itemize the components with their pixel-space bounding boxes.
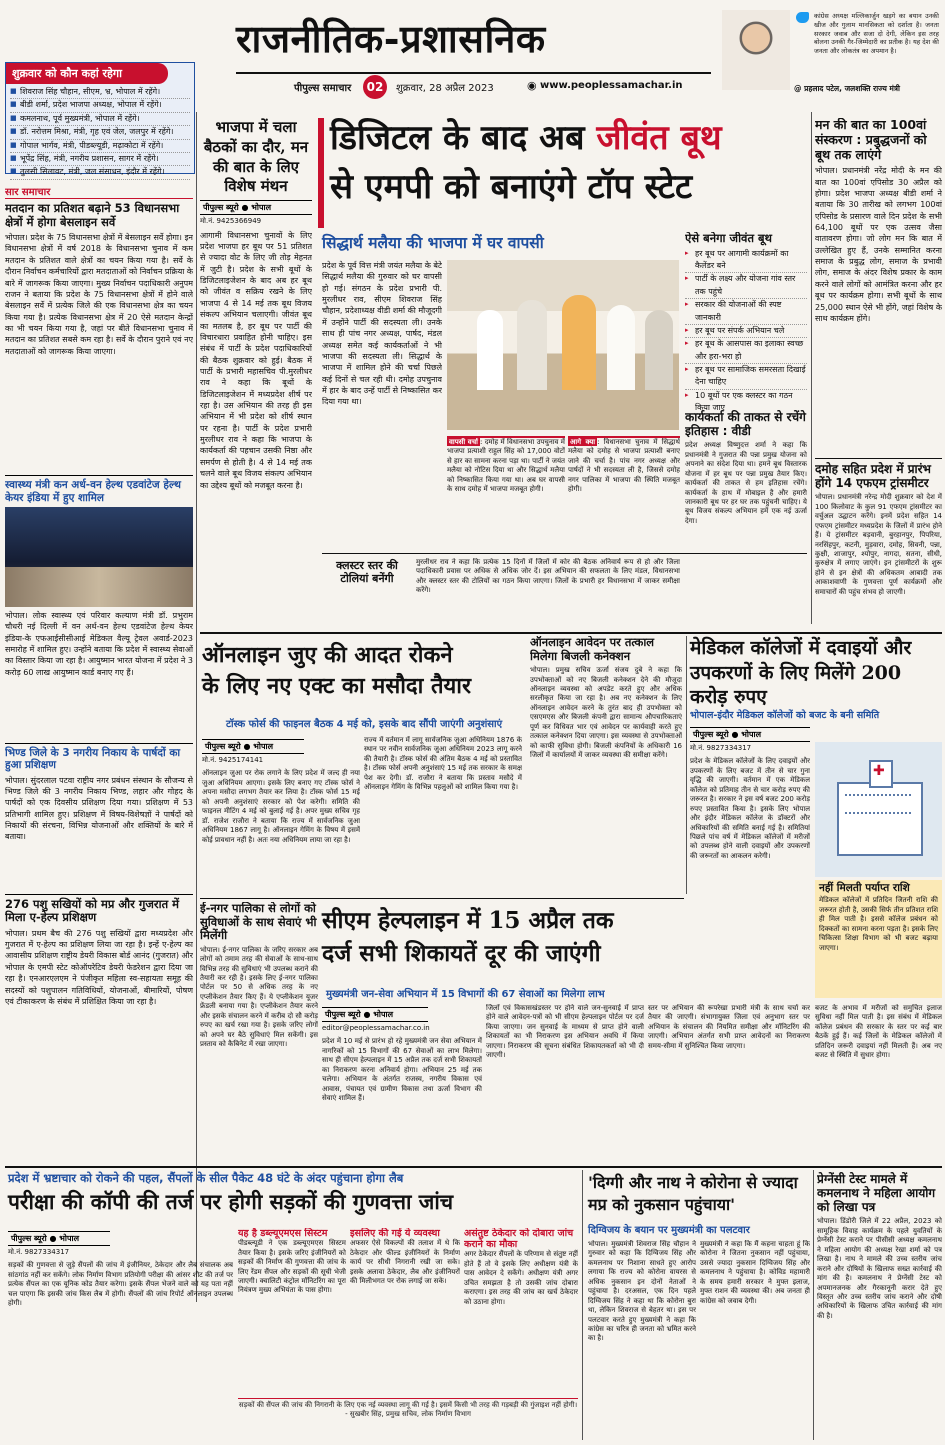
list-item: ■ शिवराज सिंह चौहान, सीएम, भ्र, भोपाल में रहेंगे। xyxy=(10,86,190,99)
list-item: ▸ हर बूथ पर आगामी कार्यक्रमों का कैलेंडर बने xyxy=(685,248,807,274)
website-link[interactable]: www.peoplessamachar.in xyxy=(540,80,683,91)
recheck-box: असंतुष्ट ठेकेदार को दोबारा जांच कराने का मौका अगर ठेकेदार सैंपलों के परिणाम से संतुष्ट नहीं होते हैं तो वे इसके लिए अधीक्षण यंत्री के पास आवेदन दे सकेंगे। अधीक्षण यंत्री अगर उचित समझता है तो उसकी जांच दोबारा कराएगा। इस तरह की जांच का खर्च ठेकेदार को उठाना होगा। xyxy=(464,1228,578,1306)
medical-body: पीपुल्स ब्यूरो ● भोपाल मो.नं. 9827334317 प्रदेश के मेडिकल कॉलेजों के लिए दवाइयों और उपकरणों के लिए बजट में तीन से चार गुना वृद्धि की जाएगी। वर्तमान में एक मेडिकल कॉलेज को प्रतिमाह तीन से चार करोड़ रुपए की जरूरत है। सरकार ने इस वर्ष बजट 200 करोड़ रुपए प्रस्तावित किया है। इसके लिए भोपाल और इंदौर मेडिकल कॉलेज के डॉक्टरों और अधिकारियों की समिति बनाई गई है। समितियां पिछले पांच वर्ष में मेडिकल कॉलेजों में मरीजों को उपलब्ध होने वाली दवाइयों और उपकरणों की जरूरतों का आकलन करेगी। xyxy=(690,724,810,1164)
schedule-list xyxy=(6,84,194,182)
mobile-number: मो.नं. 9425366949 xyxy=(200,217,262,226)
medical-headline: मेडिकल कॉलेजों में दवाइयों और उपकरणों के लिए मिलेंगे 200 करोड़ रुपए xyxy=(690,637,912,709)
fm-transmitter-story: दमोह सहित प्रदेश में प्रारंभ होंगे 14 एफएम ट्रांसमीटर भोपाल। प्रधानमंत्री नरेन्द्र मोदी शुक्रवार को देश में 100 किलोवाट के कुल 91 एफएम ट्रांसमीटर का वर्चुअल उद्घाटन करेंगे। इनमें प्रदेश सहित 14 एफएम ट्रांसमीटर मध्यप्रदेश के जिलों में प्रारंभ होने हैं। ये ट्रांसमीटर बड़वानी, बुरहानपुर, पिपरिया, नरसिंहपुर, कटनी, मुड़वारा, दमोह, सिवनी, पन्ना, कुक्षी, शाजापुर, श्योपुर, नागदा, सतना, सीधी, कुरुक्षेत्र में लगाए जाएंगे। इन ट्रांसमीटरों के शुरू होने से इन क्षेत्रों की अधिकतम आबादी तक आकाशवाणी के गुणवत्ता पूर्ण कार्यक्रमों और समाचारों की पहुंच संभव हो जाएगी। xyxy=(815,462,942,596)
list-item: ▸ 10 बूथों पर एक क्लस्टर का गठन किया जाए xyxy=(685,390,807,412)
gambling-body: पीपुल्स ब्यूरो ● भोपाल मो.नं. 9425174141 ऑनलाइन जुआ पर रोक लगाने के लिए प्रदेश में जल्द ही नया जुआ अधिनियम आएगा। इसके लिए बनाए गए टॉस्क फोर्स ने अपना मसौदा लगभग तैयार कर लिया है। टॉस्क फोर्स 15 मई को अपनी अनुशंसाएं सरकार को पेश करेगी। समिति की फाइनल मीटिंग 4 मई को बुलाई गई है। अपर मुख्य सचिव गृह डॉ. राजेश राजौरा ने बताया कि राज्य में सार्वजनिक जुआ अधिनियम 1867 लागू है। ऑनलाइन गेमिंग के विषय में इसमें कोई प्रावधान नहीं है। अतः नया अधिनियम लाया जा रहा है। xyxy=(202,736,360,894)
story-headline: प्रेग्नेंसी टेस्ट मामले में कमलनाथ ने महिला आयोग को लिखा पत्र xyxy=(817,1172,936,1215)
cluster-story: मुरलीधर राव ने कहा कि प्रत्येक 15 दिनों में जिलों में कोर की बैठक अनिवार्य रूप से हो और जिला पदाधिकारी प्रवास पर अधिक से अधिक जोर दें। इस अभियान की सफलता के लिए मंडल, विधानसभा और क्लस्टर स्तर की टोलियों का गठन किया जाएगा। जिलों के प्रभारी हर विधानसभा में जाकर समीक्षा करेंगे। xyxy=(416,558,680,595)
diggy-body-2: मुख्यमंत्री ने कहा कि मैं कहना चाहता हूं कि कोरोना ने जितना नुकसान नहीं पहुंचाया, उससे ज्यादा नुकसान दिग्विजय सिंह और कमलनाथ ने पहुंचाया है। कोविड महामारी के समय हमारी सरकार ने मुफ्त इलाज, मुफ्त राशन की व्यवस्था की। अब जनता ही कांग्रेस को जवाब देगी। xyxy=(700,1240,810,1305)
schedule-box xyxy=(5,62,195,177)
page-number: 02 xyxy=(366,80,384,94)
medical-subheading: भोपाल-इंदौर मेडिकल कॉलेजों को बजट के बनी समिति xyxy=(690,710,880,721)
list-item: ▸ हर बूथ पर सामाजिक समरसता दिखाई देना चाहिए xyxy=(685,364,807,390)
story-body: आगामी विधानसभा चुनावों के लिए प्रदेश भाजपा हर बूथ पर 51 प्रतिशत से ज्यादा वोट के लिए जी तोड़ मेहनत में जुटी है। प्रदेश के सभी बूथों के डिजिटलाइजेशन के बाद अब हर बूथ को जीवंत व सक्रिय रखने के लिए भाजपा 4 से 14 मई तक बूथ विजय संकल्प अभियान चलाएगी। जीवंत बूथ का मतलब है, हर बूथ पर पार्टी की विचारधारा प्रवाहित होनी चाहिए। इस संबंध में पार्टी के प्रदेश पदाधिकारियों की बैठक शुक्रवार को हुई। बैठक में पार्टी के प्रभारी महासचिव पी.मुरलीधर राव ने कहा कि बूथों के डिजिटलाइजेशन में मध्यप्रदेश शीर्ष पर रहा है। उस अभियान की तरह ही इस अभियान में भी प्रदेश को शीर्ष स्थान पर रहना है। पार्टी के प्रदेश प्रभारी मुरलीधर राव ने कहा कि भाजपा के कार्यकर्ता की पहचान उसकी निष्ठा और समर्पण से होती है। 4 से 14 मई तक चलने वाले बूथ विजय संकल्प अभियान का उद्देश्य बूथों को मजबूत करना है। xyxy=(200,230,312,490)
lead-box-next: आगे क्या : विधानसभा चुनाव में सिद्धार्थ मलैया को दमोह से भाजपा प्रत्याशी बनाए जाने की चर्चा है। पांच नगर अध्यक्ष और पार्षदों ने भी सदस्यता ली है, जिससे दमोह नगर पालिका में भाजपा की स्थिति मजबूत होगी। xyxy=(568,436,680,550)
list-item: ▸ हर बूथ पर संपर्क अभियान चले xyxy=(685,325,807,338)
byline: पीपुल्स ब्यूरो ● भोपाल xyxy=(202,739,304,754)
quote-text: कांग्रेस अध्यक्ष मल्लिकार्जुन खड़गे का बयान उनकी खीज और गुलाम मानसिकता को दर्शाता है। जनता सरकार जवाब और सजा दो देगी, लेकिन इस तरह बोलना उनकी गैर-जिम्मेदारी का प्रतीक है। यह देश की जनता और लोकतंत्र का अपमान है। xyxy=(814,12,939,56)
diggy-subheading: दिग्विजय के बयान पर मुख्यमंत्री का पलटवार xyxy=(588,1225,750,1236)
enagar-story: ई-नगर पालिका से लोगों को सुविधाओं के साथ सेवाएं भी मिलेंगी भोपाल। ई-नगर पालिका के जरिए सरकार अब लोगों को तमाम तरह की सेवाओं के साथ-साथ विभिन्न तरह की सुविधाएं भी उपलब्ध कराने की तैयारी कर रही है। इसके लिए ई-नगर पालिका पोर्टल पर 50 से अधिक तरह के नए एप्लीकेशन तैयार किए हैं। ये एप्लीकेशन यूजर फ्रेंडली बनाया गया है। एप्लीकेशन तैयार करने और इसके संचालन करने में करीब दो सौ करोड़ रुपए का खर्च रखा गया है। इसके जरिए लोगों को अपने घर बैठे सुविधाएं मिल सकेंगी। इस प्रस्ताव को कैबिनेट में रखा जाएगा। xyxy=(200,902,318,1049)
lead-headline: डिजिटल के बाद अब जीवंत बूथ से एमपी को बनाएंगे टॉप स्टेट xyxy=(330,118,722,208)
bjp-meeting-story xyxy=(200,118,312,630)
list-item: ■ कमलनाथ, पूर्व मुख्यमंत्री, भोपाल में रहेंगे। xyxy=(10,113,190,126)
list-item: ■ बीडी शर्मा, प्रदेश भाजपा अध्यक्ष, भोपाल में रहेंगे। xyxy=(10,99,190,112)
mobile-number: मो.नं. 9827334317 xyxy=(690,744,752,752)
gambling-headline: ऑनलाइन जुए की आदत रोकने के लिए नए एक्ट का मसौदा तैयार xyxy=(202,642,471,699)
list-item: ■ गोपाल भार्गव, मंत्री, पीडब्ल्यूडी, मढ़ाकोटा में रहेंगे। xyxy=(10,140,190,153)
list-item: ▸ सरकार की योजनाओं की स्पष्ट जानकारी xyxy=(685,299,807,325)
page-number-badge xyxy=(363,75,387,99)
issue-date: शुक्रवार, 28 अप्रैल 2023 xyxy=(396,83,494,94)
lead-subheading: सिद्धार्थ मलैया की भाजपा में घर वापसी xyxy=(322,234,544,252)
box-label: आगे क्या xyxy=(570,438,596,446)
byline: पीपुल्स ब्यूरो ● भोपाल xyxy=(200,200,312,215)
lead-headline-highlight: जीवंत बूथ xyxy=(596,118,722,158)
mann-ki-baat-story: मन की बात का 100वां संस्करण : प्रबुद्धजनों को बूथ तक लाएंगे भोपाल। प्रधानमंत्री नरेंद्र मोदी के मन की बात का 100वां एपिसोड 30 अप्रैल को होगा। प्रदेश भाजपा अध्यक्ष बीडी शर्मा ने बताया कि 30 तारीख को लगभग 100वां एपिसोड के प्रसारण वाले दिन प्रदेश के सभी 64,100 बूथों पर एक उत्सव जैसा वातावरण होगा। जो लोग मन कि बात में उल्लेखित हुए हैं, उनके सम्मानित करना समाज के प्रबुद्ध लोग, समाज के प्रभावी लोग, समाज के अंदर विशेष प्रकार के काम करने वाले लोगों को आमंत्रित करना और हर बूथ पर कार्यक्रम होगा। सभी बूथों के साथ 25,000 स्थान ऐसे भी होंगे, जहां विशेष के साथ कार्यक्रम होंगे। xyxy=(815,118,942,323)
story-body: भोपाल। प्रदेश के 75 विधानसभा क्षेत्रों में बेसलाइन सर्वे होगा। इन विधानसभा क्षेत्रों में वर्ष 2018 के विधानसभा चुनाव में कम मतदान के प्रतिशत वाले क्षेत्रों का चयन किया गया है। सर्वे के दौरान निर्वाचन कर्मचारियों द्वारा मतदाताओं को निर्वाचन प्रक्रिया के बारे में जागरूक किया जाएगा। मुख्य निर्वाचन पदाधिकारी अनुपम राजन ने बताया कि प्रदेश के 75 विधानसभा क्षेत्रों में होने वाले बेसलाइन सर्वे में प्रत्येक जिले की एक विधानसभा क्षेत्र का चयन किया गया है। प्रत्येक विधानसभा क्षेत्र में 20 ऐसे मतदान केन्द्रों का भी चयन किया गया है, जहां पर बीते विधानसभा चुनाव में मतदान का प्रतिशत सबसे कम रहा है। सर्वे के दौरान पुराने एवं नए मतदाताओं को जागरूक किया जाएगा। xyxy=(5,233,193,356)
story-body: भोपाल। लोक स्वास्थ्य एवं परिवार कल्याण मंत्री डॉ. प्रभुराम चौधरी नई दिल्ली में वन अर्थ-वन हेल्थ एडवांटेज हेल्थ केयर इंडिया-के एफआईसीसीआई मेडिकल वैल्यू ट्रेवल अवार्ड-2023 समारोह में शामिल हुए। उन्होंने बताया कि प्रदेश में स्वास्थ्य सेवाओं का विस्तार किया जा रहा है। आयुष्मान भारत योजना में प्रदेश ने 3 करोड़ 60 लाख आयुष्मान कार्ड बनाए गए हैं। xyxy=(5,610,193,677)
award-photo xyxy=(5,507,193,607)
brief-news-label: सार समाचार xyxy=(5,184,193,199)
website-globe-icon: ◉ xyxy=(527,79,537,92)
quote-box xyxy=(814,12,939,82)
story-body: भोपाल। सुंदरलाल पटवा राष्ट्रीय नगर प्रबंधन संस्थान के सौजन्य से भिण्ड जिले की 3 नगरीय निकाय भिण्ड, लहार और गोहद के पार्षदों को एक दिवसीय प्रशिक्षण दिया गया। प्रशिक्षण में 53 प्रतिभागी शामिल हुए। प्रशिक्षण में विषय-विशेषज्ञों ने पार्षदों को निकायों की संरचना, विभिन्न योजनाओं और शक्तियों के बारे में बताया। xyxy=(5,775,193,842)
email-address: editor@peoplessamachar.co.in xyxy=(322,1024,430,1032)
jeevant-booth-list xyxy=(685,248,807,412)
box-label: वापसी वर्चा xyxy=(449,438,478,446)
list-item: ▸ पार्टी के लक्ष्य और योजना गांव स्तर तक पहुंचे xyxy=(685,273,807,299)
jeevant-booth-box xyxy=(685,232,807,412)
roads-kicker: प्रदेश में भ्रष्टाचार को रोकने की पहल, सैंपलों के सील पैकेट 48 घंटे के अंदर पहुंचाना होगा लैब xyxy=(8,1171,404,1185)
box-title: नहीं मिलती पर्याप्त राशि xyxy=(819,882,910,894)
gambling-subheading: टॉस्क फोर्स की फाइनल बैठक 4 मई को, इसके बाद सौंपी जाएंगी अनुशंसाएं xyxy=(226,719,503,730)
box-title: इसलिए की गई ये व्यवस्था xyxy=(350,1228,440,1239)
cm-helpline-subheading: मुख्यमंत्री जन-सेवा अभियान में 15 विभागों की 67 सेवाओं का मिलेगा लाभ xyxy=(326,989,605,1000)
diggy-body: भोपाल। मुख्यमंत्री शिवराज सिंह चौहान ने गुरुवार को कहा कि दिग्विजय सिंह और कमलनाथ पर निशाना साधते हुए आरोप लगाया कि राज्य को कोरोना वायरस से अधिक नुकसान इन दोनों नेताओं ने पहुंचाया है। दरअसल, एक दिन पहले दिग्विजय सिंह ने कहा था कि कोरोना बुरा था, लेकिन शिवराज से बेहतर था। इस पर पलटवार करते हुए मुख्यमंत्री ने कहा कि कांग्रेस का चरित्र ही जनता को भ्रमित करने का है। xyxy=(588,1240,696,1343)
pregnancy-test-story: प्रेग्नेंसी टेस्ट मामले में कमलनाथ ने महिला आयोग को लिखा पत्र भोपाल। डिंडोरी जिले में 22 अप्रैल, 2023 को सामूहिक विवाह कार्यक्रम के पहले युवतियों के प्रेग्नेंसी टेस्ट कराने पर पीसीसी अध्यक्ष कमलनाथ ने महिला आयोग की अध्यक्ष रेखा शर्मा को पत्र लिखा है। नाथ ने मामले की उच्च स्तरीय जांच कराने और दोषियों के खिलाफ सख्त कार्रवाई की मांग की है। कमलनाथ ने प्रेग्नेंसी टेस्ट को अपमानजनक और गैरकानूनी करार देते हुए विस्तृत और उच्च स्तरीय जांच कराने और दोषी अधिकारियों के खिलाफ उचित कार्रवाई की मांग की है। xyxy=(817,1172,942,1320)
list-item: ■ डॉ. नरोत्तम मिश्रा, मंत्री, गृह एवं जेल, जलपुर में रहेंगे। xyxy=(10,126,190,139)
reason-box: इसलिए की गई ये व्यवस्था अफसर ऐसे विकल्पों की तलाश में थे कि ठेकेदार और फील्ड इंजीनियरों के निर्माण कार्य पर सीधी निगरानी रखी जा सके। इसके अलावा ठेकेदार, लैब और इंजीनियरों की मिलीभगत पर रोक लगाई जा सके। xyxy=(350,1228,460,1285)
story-headline: कार्यकर्ता की ताकत से रचेंगे इतिहास : वीडी xyxy=(685,410,806,439)
cm-helpline-headline: सीएम हेल्पलाइन में 15 अप्रैल तक दर्ज सभी शिकायतें दूर की जाएंगी xyxy=(322,907,614,968)
lead-story-body: प्रदेश के पूर्व वित्त मंत्री जयंत मलैया के बेटे सिद्धार्थ मलैया की गुरुवार को घर वापसी हो गई। संगठन के प्रदेश प्रभारी पी. मुरलीधर राव, सीएम शिवराज सिंह चौहान, प्रदेशाध्यक्ष वीडी शर्मा की मौजूदगी में उन्होंने पार्टी की सदस्यता ली। उनके साथ ही पांच नगर अध्यक्ष, पार्षद, मंडल अध्यक्ष समेत कई कार्यकर्ताओं ने भी भाजपा की सदस्यता ली। सिद्धार्थ के भाजपा में शामिल होने की चर्चा पिछले कई दिनों से चल रही थी। दमोह उपचुनाव में हार के बाद उन्हें पार्टी से निष्कासित कर दिया गया था। xyxy=(322,261,442,407)
story-headline: भाजपा में चला बैठकों का दौर, मन की बात के लिए विशेष मंथन xyxy=(203,118,309,196)
story-body: भोपाल। प्रथम बैच की 276 पशु सखियों द्वारा मध्यप्रदेश और गुजरात में ए-हेल्प का प्रशिक्षण लिया जा रहा है। इन्हें ए-हेल्प का आवासीय प्रशिक्षण राष्ट्रीय डेयरी विकास बोर्ड आनंद (गुजरात) और भोपाल के एमपी स्टेट कोऑपरेटिव डेयरी फेडरेशन द्वारा दिया जा रहा है। एनआरएलएम ने पंजीकृत महिला स्व-सहायता समूह की सदस्यों को पशुपालन गतिविधियों, योजनाओं, बीमारियों, पोषण एवं टीकाकरण के संबंध में प्रशिक्षित किया जा रहा है। xyxy=(5,928,193,1006)
lead-accent-bar xyxy=(318,118,324,228)
story-headline: मन की बात का 100वां संस्करण : प्रबुद्धजनों को बूथ तक लाएंगे xyxy=(815,118,927,162)
paper-name: पीपुल्स समाचार xyxy=(294,83,352,94)
wms-box: यह है डब्ल्यूएमएस सिस्टम पीडब्ल्यूडी ने एक डब्ल्यूएमएस सिस्टम तैयार किया है। इसके जरिए इंजीनियरों को सड़कों की निर्माण की गुणवत्ता की जांच के लिए रेंडम सैंपल और सड़कों की सूची भेजी जाएगी। क्वालिटी कंट्रोल मॉनिटरिंग का पूरा नियंत्रण मुख्य अभियंता के पास होगा। xyxy=(238,1228,346,1295)
medical-body-2: बजट के अभाव में मरीजों को समुचित इलाज सुविधा नहीं मिल पाती है। इस संबंध में मेडिकल कॉलेज प्रबंधन की सरकार के स्तर पर कई बार बैठकें हुई हैं। कई जिलों के मेडिकल कॉलेजों में प्रतिदिन जरूरी दवाइयां नहीं मिलती हैं। अब नए बजट से स्थिति में सुधार होगा। xyxy=(815,1004,942,1060)
story-headline: दमोह सहित प्रदेश में प्रारंभ होंगे 14 एफएम ट्रांसमीटर xyxy=(815,462,931,491)
roads-quote: सड़कों की सैंपल की जांच की निगरानी के लिए एक नई व्यवस्था लागू की गई है। इसमें किसी भी तरह की गड़बड़ी की गुंजाइश नहीं होगी। - सुखबीर सिंह, प्रमुख सचिव, लोक निर्माण विभाग xyxy=(238,1398,578,1441)
story-headline: भिण्ड जिले के 3 नगरीय निकाय के पार्षदों का हुआ प्रशिक्षण xyxy=(5,746,181,772)
quote-author-photo xyxy=(722,10,790,90)
cm-helpline-body: पीपुल्स ब्यूरो ● भोपाल editor@peoplessamachar.co.in प्रदेश में 10 मई से प्रारंभ हो रहे मुख्यमंत्री जन सेवा अभियान में नागरिकों को 15 विभागों की 67 सेवाओं का लाभ मिलेगा। साथ ही सीएम हेल्पलाइन में 15 अप्रैल तक दर्ज सभी शिकायतों का निराकरण करना अनिवार्य होगा। अभियान 25 मई तक चलेगा। अभियान के अंतर्गत राजस्व, नगरीय विकास एवं आवास, पंचायत एवं ग्रामीण विकास तथा ऊर्जा विभाग की सेवाएं शामिल हैं। xyxy=(322,1004,482,1164)
diggy-headline: 'दिग्गी और नाथ ने कोरोना से ज्यादा मप्र को नुकसान पहुंचाया' xyxy=(588,1173,798,1214)
story-headline: मतदान का प्रतिशत बढ़ाने 53 विधानसभा क्षेत्रों में होगा बेसलाइन सर्वे xyxy=(5,201,180,229)
list-item: ■ भूपेंद्र सिंह, मंत्री, नगरीय प्रशासन, सागर में रहेंगे। xyxy=(10,153,190,166)
roads-body: पीपुल्स ब्यूरो ● भोपाल मो.नं. 9827334317 सड़कों की गुणवत्ता से जुड़े सैंपलों की जांच में इंजीनियर, ठेकेदार और लैब संचालक अब सांठगांठ नहीं कर सकेंगे। लोक निर्माण विभाग प्रतियोगी परीक्षा की आंसर शीट की तर्ज पर प्रत्येक सैंपल का एक यूनिक कोड तैयार करेगा। इसके सैंपल भेजने वाले को यह पता नहीं चल पाएगा कि इसकी जांच किस लैब में होगी। सैंपलों की जांच रिपोर्ट ऑनलाइन उपलब्ध होगी। xyxy=(8,1228,233,1438)
box-title: ऐसे बनेगा जीवंत बूथ xyxy=(685,232,772,245)
twitter-icon xyxy=(796,12,809,23)
list-item: ■ तुलसी सिलावट, मंत्री, जल संसाधन, इंदौर में रहेंगे। xyxy=(10,166,190,179)
cluster-label: क्लस्टर स्तर की टोलियां बनेंगी xyxy=(336,559,398,585)
hospital-illustration xyxy=(815,742,942,877)
left-news-column xyxy=(5,184,193,1304)
page-section-title: राजनीतिक-प्रशासनिक xyxy=(236,16,546,61)
cm-helpline-body-3: स्तर पर अभियान की रूपरेखा प्रभारी मंत्री के साथ चर्चा कर तैयार की जाएगी। संभागायुक्त जिला एवं अनुभाग स्तर पर अभियान के संचालन की नियमित समीक्षा और मॉनिटरिंग की जाएगी। अभियान अंतर्गत सभी प्राप्त आवेदनों का निराकरण समय-सीमा में सुनिश्चित किया जाएगा। xyxy=(648,1004,810,1050)
joining-ceremony-photo xyxy=(447,260,679,430)
roads-headline: परीक्षा की कॉपी की तर्ज पर होगी सड़कों की गुणवत्ता जांच xyxy=(8,1189,454,1214)
karyakarta-story: कार्यकर्ता की ताकत से रचेंगे इतिहास : वीडी प्रदेश अध्यक्ष विष्णुदत्त शर्मा ने कहा कि प्रधानमंत्री ने गुजरात की पन्ना प्रमुख योजना को अपनाने का संदेश दिया था। हमने बूथ विस्तारक योजना में हर बूथ पर पन्ना प्रमुख तैयार किए। कार्यकर्ता की ताकत से हम इतिहास रचेंगे। कार्यकर्ता के हाथ में मोबाइल है और हमारी जानकारी बूथ पर हर घर तक पहुंचनी चाहिए। ये बूथ विजय संकल्प अभियान हमें एक नई ऊर्जा देगा। xyxy=(685,410,807,525)
gambling-body-2: राज्य में वर्तमान में लागू सार्वजनिक जुआ अधिनियम 1876 के स्थान पर नवीन सार्वजनिक जुआ अधिनियम 2023 लागू करने की तैयारी है। टॉस्क फोर्स की अंतिम बैठक 4 मई को प्रस्तावित है। टॉस्क फोर्स अपनी अनुशंसाएं 15 मई तक सरकार के समक्ष पेश कर देगी। डॉ. राजौरा ने बताया कि प्रस्ताव मसौदे में ऑनलाइन गेमिंग के विभिन्न पहलुओं को शामिल किया गया है। xyxy=(364,736,522,792)
story-headline: स्वास्थ्य मंत्री कन अर्ध-वन हेल्थ एडवांटेज हेल्थ केयर इंडिया में हुए शामिल xyxy=(5,479,181,504)
story-headline: ऑनलाइन आवेदन पर तत्काल मिलेगा बिजली कनेक्शन xyxy=(530,636,655,663)
electricity-story: ऑनलाइन आवेदन पर तत्काल मिलेगा बिजली कनेक्शन भोपाल। प्रमुख सचिव ऊर्जा संजय दुबे ने कहा कि उपभोक्ताओं को नए बिजली कनेक्शन देने की मौजूदा ऑनलाइन व्यवस्था को अपडेट करते हुए और अधिक सरलीकृत किया जा रहा है। अब नए कनेक्शन के लिए ऑनलाइन आवेदन करने के तुरंत बाद ही उपभोक्ता को एसएमएस और बिजली कंपनी द्वारा सामान्य औपचारिकताएं पूर्ण कर विधिवत भार एवं आवेदन पर कार्यवाही करते हुए तत्काल कनेक्शन दिया जाएगा। इस व्यवस्था से उपभोक्ताओं को काफी सुविधा होगी। बिजली कंपनियों के अधिकारी 16 जिलों में कार्यालयों में जाकर व्यवस्था की समीक्षा करेंगे। xyxy=(530,636,682,760)
lead-box-return: वापसी वर्चा : दमोह में विधानसभा उपचुनाव में भाजपा प्रत्याशी राहुल सिंह को 17,000 वोटों से हार का सामना करना पड़ा था। पार्टी ने जयंत मलैया को नोटिस दिया था और सिद्धार्थ मलैया को निष्कासित किया गया था। अब घर वापसी के साथ दमोह में भाजपा मजबूत होगी। xyxy=(447,436,565,550)
list-item: ▸ हर बूथ के आसपास का इलाका स्वच्छ और हरा-भरा हो xyxy=(685,338,807,364)
byline: पीपुल्स ब्यूरो ● भोपाल xyxy=(322,1007,428,1022)
story-headline: ई-नगर पालिका से लोगों को सुविधाओं के साथ सेवाएं भी मिलेंगी xyxy=(200,902,317,943)
medical-cross-icon: ✚ xyxy=(873,763,885,779)
byline: पीपुल्स ब्यूरो ● भोपाल xyxy=(8,1231,110,1246)
box-title: यह है डब्ल्यूएमएस सिस्टम xyxy=(238,1228,328,1239)
cm-helpline-body-2: जिलों एवं विकासखंडस्तर पर होने वाले जन-सुनवाई में प्राप्त होने वाले आवेदन-पत्रों को भी सीएम हेल्पलाइन पोर्टल पर दर्ज किया जाएगा। जन सुनवाई के माध्यम से प्राप्त होने वाली शिकायतों का भी निराकरण इस अभियान अवधि में किया जाएगा। निराकरण की सूचना संबंधित शिकायतकर्ता को भी दी जाएगी। xyxy=(486,1004,644,1060)
medical-funding-card: नहीं मिलती पर्याप्त राशि मेडिकल कॉलेजों में प्रतिदिन जितनी राशि की जरूरत होती है, उसकी सिर्फ तीन प्रतिशत राशि ही मिल पाती है। इससे कॉलेज प्रबंधन को दिक्कतों का सामना करना पड़ता है। इसके लिए चिकित्सा शिक्षा विभाग को भी बजट बढ़ाया जाएगा। xyxy=(815,880,942,998)
story-headline: 276 पशु सखियों को मप्र और गुजरात में मिला ए-हेल्प प्रशिक्षण xyxy=(5,896,180,925)
mobile-number: मो.नं. 9425174141 xyxy=(202,756,264,764)
schedule-title: शुक्रवार को कौन कहां रहेगा xyxy=(6,63,168,84)
byline: पीपुल्स ब्यूरो ● भोपाल xyxy=(690,727,810,742)
box-title: असंतुष्ट ठेकेदार को दोबारा जांच कराने का मौका xyxy=(464,1228,574,1251)
mobile-number: मो.नं. 9827334317 xyxy=(8,1248,70,1256)
quote-author: @ प्रहलाद पटेल, जलशक्ति राज्य मंत्री xyxy=(794,84,900,93)
